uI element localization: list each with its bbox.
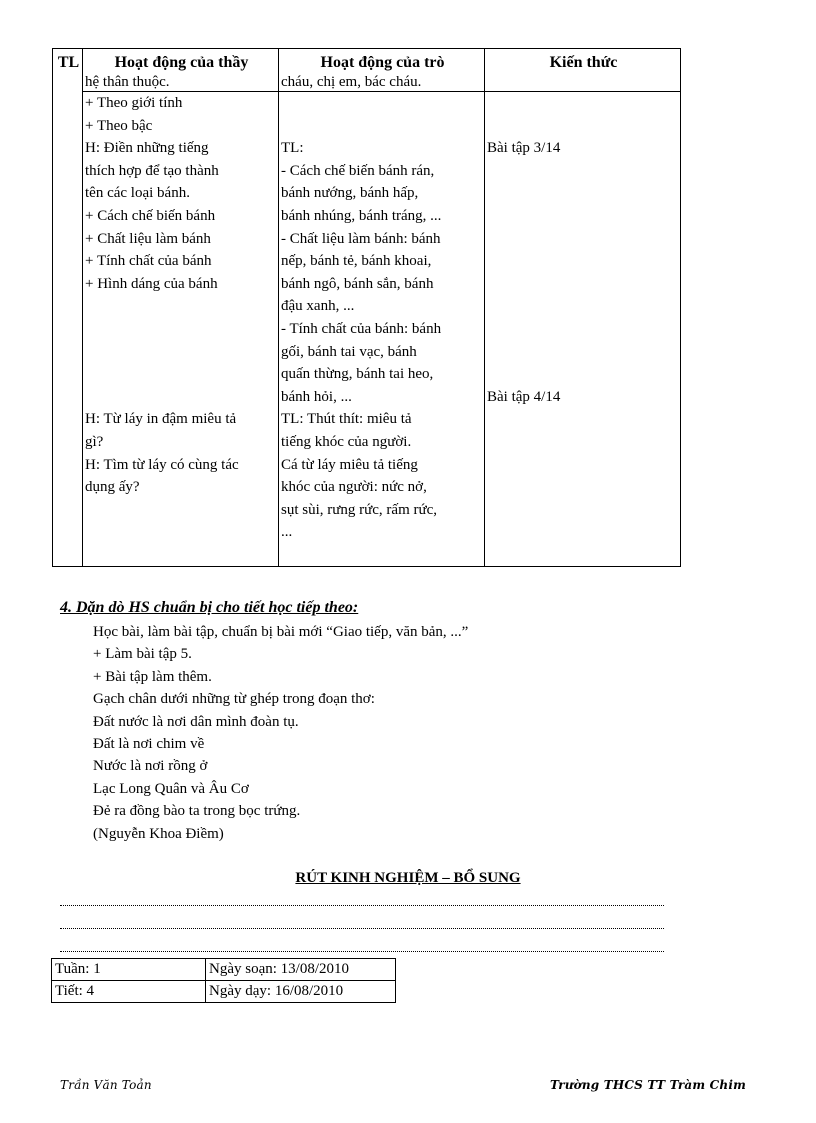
cell-knowledge [485,92,681,567]
header-tl: TL [53,49,83,75]
table-row [52,981,396,1003]
text-line: bánh nướng, bánh hấp, [281,185,419,202]
student-lines [281,92,484,544]
text-line: bánh nhúng, bánh tráng, ... [281,207,442,224]
text-line: Đất là nơi chim về [93,736,205,753]
review-title: RÚT KINH NGHIỆM – BỔ SUNG [295,870,521,886]
text-line: + Bài tập làm thêm. [93,668,212,685]
text-line: nếp, bánh tẻ, bánh khoai, [281,253,432,270]
review-dotted-line-1 [60,905,664,906]
header-knowledge: Kiến thức [485,49,681,75]
homework-lines [60,621,780,845]
text-line: Học bài, làm bài tập, chuẩn bị bài mới “Giao tiếp, văn bản, ...” [93,624,469,640]
cell-knowledge-continued [485,74,681,92]
cell-student-activity [279,92,485,567]
text-line: tên các loại bánh. [85,185,190,202]
text-line: + Theo bậc [85,117,153,134]
text-line: TL: [281,140,304,157]
text-line: quấn thừng, bánh tai heo, [281,366,434,383]
knowledge-exercise-4: Bài tập 4/14 [487,388,561,405]
text-line: + Chất liệu làm bánh [85,230,211,247]
header-teacher-activity: Hoạt động của thầy [83,49,279,75]
teacher-lines-group-a [85,92,278,295]
footer-author: Trần Văn Toản [60,1078,152,1092]
teach-date-cell: Ngày dạy: 16/08/2010 [206,981,396,1003]
text-line [281,115,484,138]
text-line: gì? [85,433,104,450]
text-line: TL: Thút thít: miêu tả [281,411,412,428]
text-line: ... [281,524,293,541]
cell-teacher-continued: hệ thân thuộc. [83,74,279,92]
text-line: Lạc Long Quân và Âu Cơ [93,780,249,797]
cell-tl [53,92,83,567]
text-line: H: Điền những tiếng [85,140,209,157]
text-line: Đất nước là nơi dân mình đoàn tụ. [93,713,299,730]
review-dotted-line-2 [60,928,664,929]
table-header-row [53,49,681,75]
cell-tl-continued [53,74,83,92]
text-line: + Cách chế biến bánh [85,207,216,224]
text-line: H: Từ láy in đậm miêu tả [85,411,237,428]
text-line: gối, bánh tai vạc, bánh [281,343,417,360]
text-line: + Theo giới tính [85,95,183,111]
text-line: tiếng khóc của người. [281,433,412,450]
footer-school: Trường THCS TT Tràm Chim [549,1078,746,1092]
homework-heading: 4. Dặn dò HS chuẩn bị cho tiết học tiếp theo: [60,599,359,616]
cell-student-continued: cháu, chị em, bác cháu. [279,74,485,92]
homework-section [60,597,780,845]
schedule-table [51,958,396,1003]
text-line: Nước là nơi rồng ở [93,758,208,775]
teacher-lines-group-b [85,408,278,498]
table-row [52,959,396,981]
text-line [281,92,484,115]
text-line: - Cách chế biến bánh rán, [281,162,435,179]
text-line: - Tính chất của bánh: bánh [281,320,442,337]
period-cell: Tiết: 4 [52,981,206,1003]
text-line: + Hình dáng của bánh [85,275,218,292]
text-line: (Nguyễn Khoa Điềm) [93,825,224,842]
text-line: Cá từ láy miêu tả tiếng [281,456,418,473]
knowledge-exercise-3: Bài tập 3/14 [487,140,561,157]
text-line: dụng ấy? [85,479,140,496]
text-line: + Làm bài tập 5. [93,646,192,663]
review-dotted-line-3 [60,951,664,952]
cell-teacher-activity [83,92,279,567]
text-line: Gạch chân dưới những từ ghép trong đoạn thơ: [93,691,375,708]
text-line: Đẻ ra đồng bào ta trong bọc trứng. [93,803,301,820]
text-line: H: Tìm từ láy có cùng tác [85,456,239,473]
text-line: bánh ngô, bánh sắn, bánh [281,275,434,292]
week-cell: Tuần: 1 [52,959,206,981]
lesson-table [52,48,681,567]
table-row-main [53,92,681,567]
header-student-activity: Hoạt động của trò [279,49,485,75]
text-line: + Tính chất của bánh [85,253,212,270]
text-line: đậu xanh, ... [281,298,355,315]
text-line: khóc của người: nức nở, [281,479,427,496]
prep-date-cell: Ngày soạn: 13/08/2010 [206,959,396,981]
text-line: - Chất liệu làm bánh: bánh [281,230,441,247]
table-row-continued [53,74,681,92]
text-line: sụt sùi, rưng rức, rấm rức, [281,501,438,518]
text-line: thích hợp để tạo thành [85,162,219,179]
text-line: bánh hỏi, ... [281,388,352,405]
